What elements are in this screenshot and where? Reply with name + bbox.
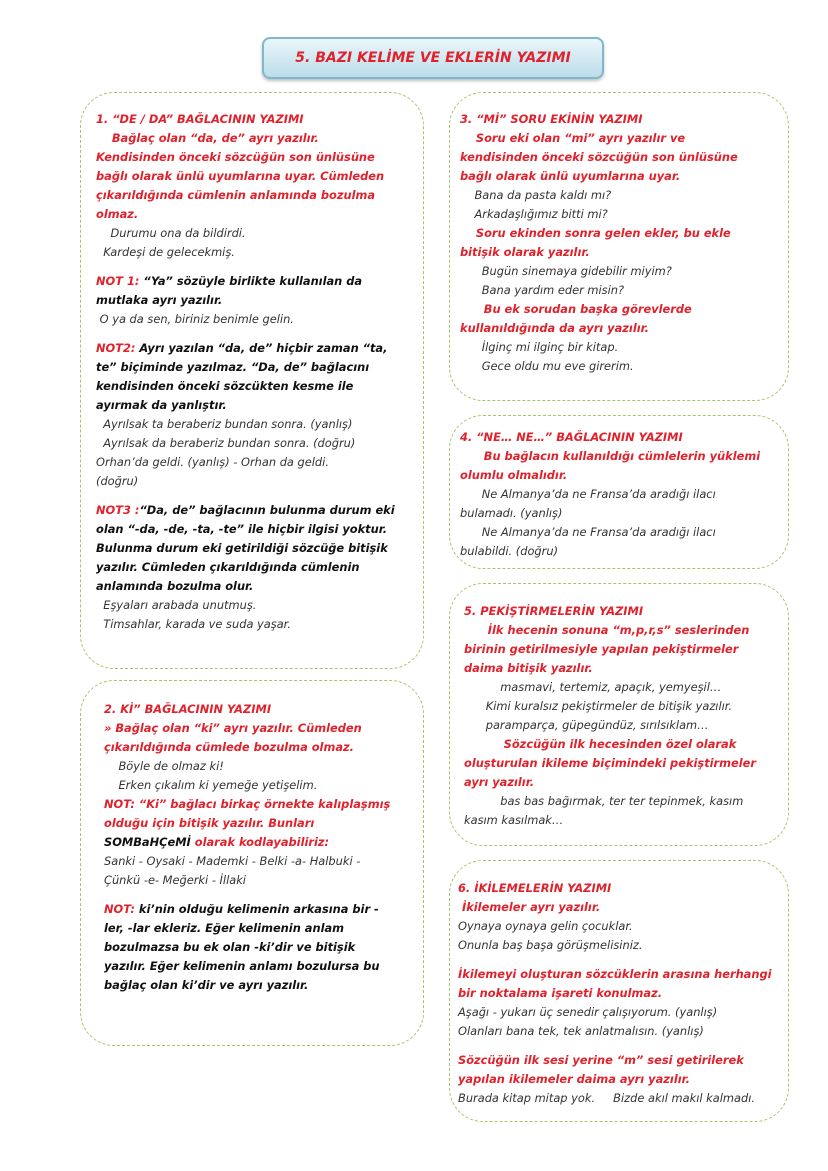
note-line: bağlaç olan ki’dir ve ayrı yazılır. — [104, 978, 309, 992]
example-line: Ayrılsak da beraberiz bundan sonra. (doğru) — [96, 436, 356, 450]
rule-line: Soru ekinden sonra gelen ekler, bu ekle — [460, 226, 731, 240]
example-line: Durumu ona da bildirdi. — [96, 226, 246, 240]
example-line: paramparça, güpegündüz, sırılsıklam… — [464, 718, 709, 732]
word-list-line: Sanki - Oysaki - Mademki - Belki -a- Halbuki - — [104, 854, 361, 868]
example-line: Olanları bana tek, tek anlatmalısın. (yanlış) — [458, 1024, 704, 1038]
code-line — [104, 833, 390, 852]
note-line: mutlaka ayrı yazılır. — [96, 293, 223, 307]
rule-line: Sözcüğün ilk sesi yerine “m” sesi getirilerek — [458, 1053, 744, 1067]
example-line: Ayrılsak ta beraberiz bundan sonra. (yanlış) — [96, 417, 353, 431]
example-line: İlginç mi ilginç bir kitap. — [460, 340, 619, 354]
section-heading: 5. PEKİŞTİRMELERİN YAZIMI — [464, 604, 644, 618]
note-text: “Ya” sözüyle birlikte kullanılan da — [139, 274, 363, 288]
rule-line: Bağlaç olan “da, de” ayrı yazılır. — [96, 131, 319, 145]
example-line: Kimi kuralsız pekiştirmeler de bitişik yazılır. — [464, 699, 733, 713]
section-ne-ne — [460, 428, 760, 561]
note-line: te” biçiminde yazılmaz. “Da, de” bağlacını — [96, 360, 370, 374]
section-heading: 2. Kİ” BAĞLACININ YAZIMI — [104, 702, 272, 716]
rule-line: Sözcüğün ilk hecesinden özel olarak — [464, 737, 737, 751]
example-line: Burada kitap mitap yok. Bizde akıl makıl kalmadı. — [458, 1091, 755, 1105]
rule-line: ayrı yazılır. — [464, 775, 535, 789]
note-line: yazılır. Eğer kelimenin anlamı bozulursa bu — [104, 959, 380, 973]
rule-line: Soru eki olan “mi” ayrı yazılır ve — [460, 131, 686, 145]
note-line: yazılır. Cümleden çıkarıldığında cümlenin — [96, 560, 360, 574]
section-de-da — [96, 110, 395, 634]
rule-line: bitişik olarak yazılır. — [460, 245, 590, 259]
note-line: ayırmak da yanlıştır. — [96, 398, 227, 412]
note-text: Ayrı yazılan “da, de” hiçbir zaman “ta, — [135, 341, 388, 355]
section-heading: 1. “DE / DA” BAĞLACININ YAZIMI — [96, 112, 304, 126]
section-ki — [104, 700, 390, 995]
example-line: Bana da pasta kaldı mı? — [460, 188, 612, 202]
rule-line: birinin getirilmesiyle yapılan pekiştirmeler — [464, 642, 739, 656]
example-line: bulabildi. (doğru) — [460, 544, 559, 558]
section-heading: 3. “Mİ” SORU EKİNİN YAZIMI — [460, 112, 643, 126]
code-text: olarak kodlayabiliriz: — [190, 835, 330, 849]
rule-line: bağlı olarak ünlü uyumlarına uyar. Cümleden — [96, 169, 385, 183]
rule-line: çıkarıldığında cümlenin anlamında bozulma — [96, 188, 376, 202]
example-line: kasım kasılmak… — [464, 813, 564, 827]
rule-line: oluşturulan ikileme biçimindeki pekiştirmeler — [464, 756, 757, 770]
note-line — [96, 339, 395, 358]
note-label: NOT2: — [96, 341, 136, 355]
example-line: O ya da sen, biriniz benimle gelin. — [96, 312, 294, 326]
example-line: Ne Almanya’da ne Fransa’da aradığı ilacı — [460, 525, 716, 539]
note-line: bozulmazsa bu ek olan -ki’dir ve bitişik — [104, 940, 356, 954]
note-line: NOT: “Ki” bağlacı birkaç örnekte kalıplaşmış — [104, 797, 391, 811]
rule-line: daima bitişik yazılır. — [464, 661, 593, 675]
example-line: bas bas bağırmak, ter ter tepinmek, kasım — [464, 794, 744, 808]
example-line: bulamadı. (yanlış) — [460, 506, 563, 520]
rule-line: Bu bağlacın kullanıldığı cümlelerin yüklemi — [460, 449, 761, 463]
example-line: Timsahlar, karada ve suda yaşar. — [96, 617, 291, 631]
rule-line: olmaz. — [96, 207, 139, 221]
example-line: Böyle de olmaz ki! — [104, 759, 224, 773]
example-line: Aşağı - yukarı üç senedir çalışıyorum. (yanlış) — [458, 1005, 718, 1019]
note-label: NOT 1: — [96, 274, 140, 288]
example-line: Eşyaları arabada unutmuş. — [96, 598, 257, 612]
example-line: Bana yardım eder misin? — [460, 283, 625, 297]
section-heading: 6. İKİLEMELERİN YAZIMI — [458, 881, 612, 895]
rule-line: bağlı olarak ünlü uyumlarına uyar. — [460, 169, 681, 183]
example-line: Oynaya oynaya gelin çocuklar. — [458, 919, 633, 933]
note-text: ki’nin olduğu kelimenin arkasına bir - — [134, 902, 379, 916]
example-line: Orhan’da geldi. (yanlış) - Orhan da geldi. — [96, 455, 329, 469]
example-line: Onunla baş başa görüşmelisiniz. — [458, 938, 643, 952]
rule-line: çıkarıldığında cümlede bozulma olmaz. — [104, 740, 354, 754]
example-line: Arkadaşlığımız bitti mi? — [460, 207, 608, 221]
note-label: NOT3 : — [96, 503, 140, 517]
note-line: Bulunma durum eki getirildiği sözcüğe bitişik — [96, 541, 388, 555]
example-line: (doğru) — [96, 474, 139, 488]
rule-line: Kendisinden önceki sözcüğün son ünlüsüne — [96, 150, 375, 164]
section-mi — [460, 110, 738, 376]
example-line: Ne Almanya’da ne Fransa’da aradığı ilacı — [460, 487, 716, 501]
note-line — [96, 501, 395, 520]
note-line: kendisinden önceki sözcükten kesme ile — [96, 379, 354, 393]
note-line: anlamında bozulma olur. — [96, 579, 254, 593]
note-line: olan “-da, -de, -ta, -te” ile hiçbir ilgisi yoktur. — [96, 522, 388, 536]
section-ikileme — [458, 879, 772, 1108]
page-title: 5. BAZI KELİME VE EKLERİN YAZIMI — [262, 37, 604, 79]
rule-line: İlk hecenin sonuna “m,p,r,s” seslerinden — [464, 623, 750, 637]
note-line: ler, -lar ekleriz. Eğer kelimenin anlam — [104, 921, 345, 935]
rule-line: yapılan ikilemeler daima ayrı yazılır. — [458, 1072, 690, 1086]
note-line: olduğu için bitişik yazılır. Bunları — [104, 816, 315, 830]
note-label: NOT: — [104, 902, 135, 916]
rule-line: kullanıldığında da ayrı yazılır. — [460, 321, 649, 335]
example-line: masmavi, tertemiz, apaçık, yemyeşil… — [464, 680, 722, 694]
rule-line: » Bağlaç olan “ki” ayrı yazılır. Cümleden — [104, 721, 362, 735]
rule-line: olumlu olmalıdır. — [460, 468, 568, 482]
note-line — [96, 272, 395, 291]
section-heading: 4. “NE… NE…” BAĞLACININ YAZIMI — [460, 430, 683, 444]
rule-line: İkilemeler ayrı yazılır. — [458, 900, 601, 914]
section-pekistirme — [464, 602, 756, 830]
rule-line: kendisinden önceki sözcüğün son ünlüsüne — [460, 150, 738, 164]
note-text: “Da, de” bağlacının bulunma durum eki — [139, 503, 395, 517]
rule-line: İkilemeyi oluşturan sözcüklerin arasına herhangi — [458, 967, 772, 981]
rule-line: bir noktalama işareti konulmaz. — [458, 986, 663, 1000]
example-line: Erken çıkalım ki yemeğe yetişelim. — [104, 778, 318, 792]
example-line: Bugün sinemaya gidebilir miyim? — [460, 264, 672, 278]
note-line — [104, 900, 390, 919]
code-word: SOMBaHÇeMİ — [104, 835, 191, 849]
example-line: Kardeşi de gelecekmiş. — [96, 245, 235, 259]
rule-line: Bu ek sorudan başka görevlerde — [460, 302, 692, 316]
word-list-line: Çünkü -e- Meğerki - İllaki — [104, 873, 246, 887]
example-line: Gece oldu mu eve girerim. — [460, 359, 634, 373]
